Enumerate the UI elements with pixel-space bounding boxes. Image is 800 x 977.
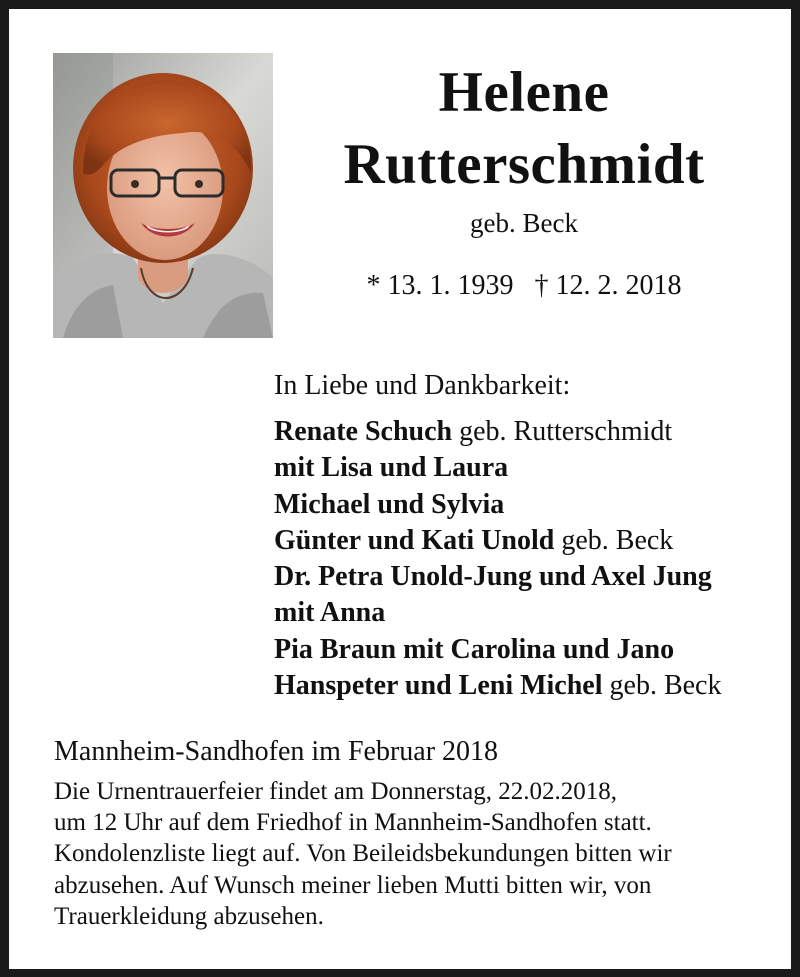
mourner-line: mit Lisa und Laura	[274, 452, 509, 484]
maiden-name: geb. Beck	[470, 208, 578, 238]
mourners-list	[274, 414, 794, 704]
mourner-line: Hanspeter und Leni Michel geb. Beck	[274, 670, 722, 702]
birth-date: * 13. 1. 1939	[366, 270, 514, 301]
mourner-line: mit Anna	[274, 597, 386, 629]
dedication-line: In Liebe und Dankbarkeit:	[274, 370, 571, 401]
mourner-line: Michael und Sylvia	[274, 488, 505, 520]
deceased-first-name: Helene	[438, 61, 610, 124]
mourner-line: Dr. Petra Unold-Jung und Axel Jung	[274, 561, 712, 593]
portrait-photo	[53, 53, 273, 338]
portrait-image	[53, 53, 273, 338]
life-dates	[309, 269, 739, 303]
funeral-notice-text	[54, 776, 774, 932]
notice-line: Trauerkleidung abzusehen.	[54, 902, 324, 930]
notice-line: Die Urnentrauerfeier findet am Donnerstag, 22.02.2018,	[54, 778, 618, 805]
death-date: † 12. 2. 2018	[534, 270, 682, 301]
place-and-date: Mannheim-Sandhofen im Februar 2018	[54, 736, 499, 767]
mourner-line: Günter und Kati Unold geb. Beck	[274, 524, 674, 556]
notice-line: Kondolenzliste liegt auf. Von Beileidsbekundungen bitten wir	[54, 840, 672, 868]
deceased-last-name: Rutterschmidt	[343, 133, 705, 196]
mourner-line: Pia Braun mit Carolina und Jano	[274, 633, 675, 665]
notice-line: abzusehen. Auf Wunsch meiner lieben Mutti bitten wir, von	[54, 871, 652, 899]
notice-line: um 12 Uhr auf dem Friedhof in Mannheim-Sandhofen statt.	[54, 809, 652, 837]
mourner-line: Renate Schuch geb. Rutterschmidt	[274, 416, 673, 447]
